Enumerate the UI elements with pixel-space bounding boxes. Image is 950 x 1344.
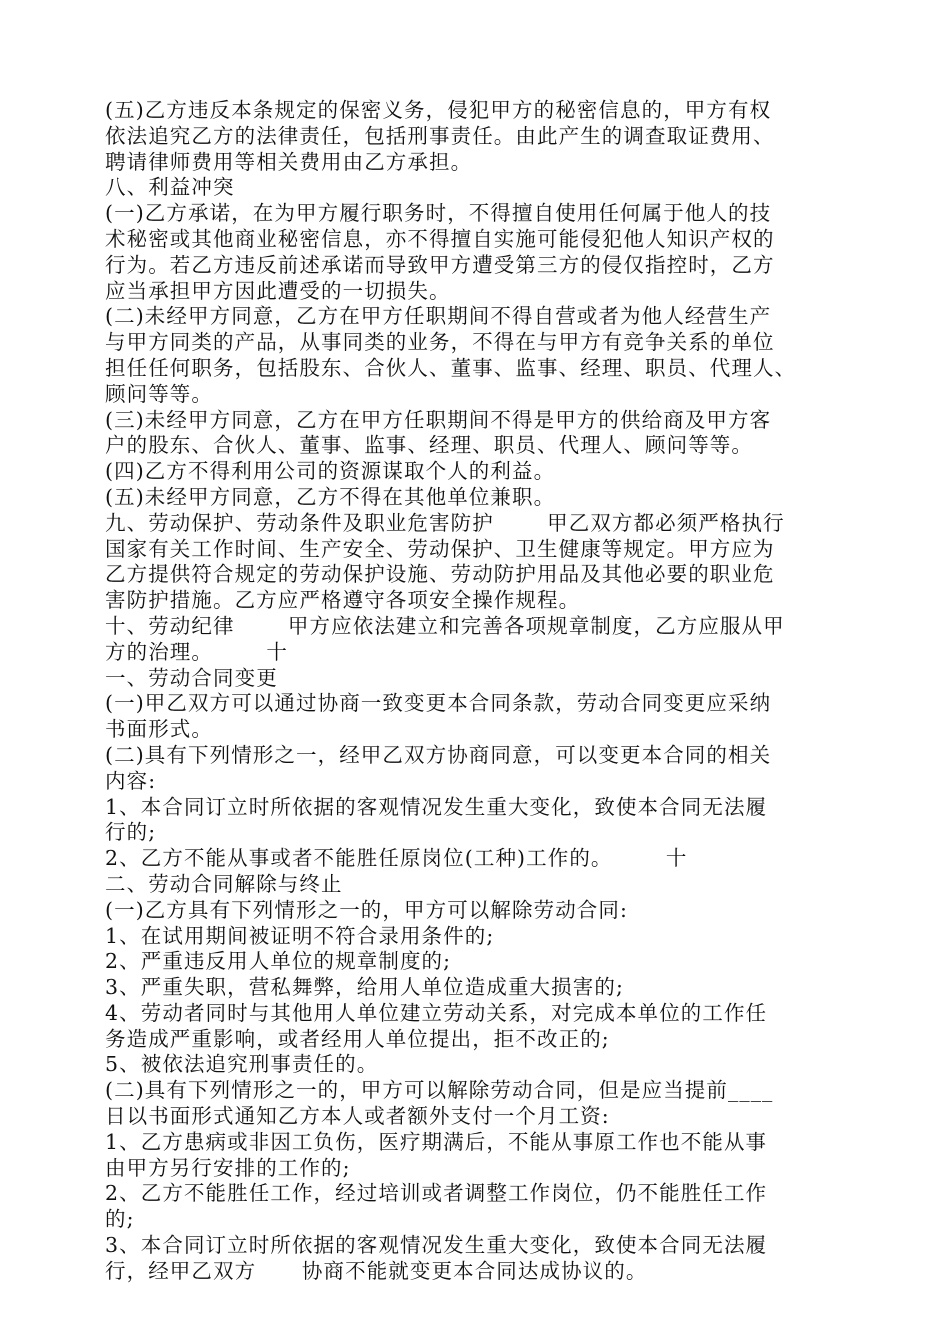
text-line: (三)未经甲方同意，乙方在甲方任职期间不得是甲方的供给商及甲方客 <box>105 407 772 432</box>
text-line: 务造成严重影响，或者经用人单位提出，拒不改正的; <box>105 1026 610 1051</box>
text-line: 2、严重违反用人单位的规章制度的; <box>105 949 452 974</box>
text-line: 的; <box>105 1207 135 1232</box>
text-line: (四)乙方不得利用公司的资源谋取个人的利益。 <box>105 459 556 484</box>
text-line: 1、乙方患病或非因工负伤，医疗期满后，不能从事原工作也不能从事 <box>105 1129 768 1154</box>
text-line: 应当承担甲方因此遭受的一切损失。 <box>105 278 451 303</box>
text-line: 3、严重失职，营私舞弊，给用人单位造成重大损害的; <box>105 975 624 1000</box>
text-line: 书面形式。 <box>105 717 213 742</box>
text-line: 户的股东、合伙人、董事、监事、经理、职员、代理人、顾问等等。 <box>105 433 753 458</box>
text-line: 顾问等等。 <box>105 381 213 406</box>
section-heading: 一、劳动合同变更 <box>105 665 278 690</box>
text-line: 依法追究乙方的法律责任，包括刑事责任。由此产生的调查取证费用、 <box>105 123 775 148</box>
section-heading: 八、利益冲突 <box>105 175 235 200</box>
text-line: 国家有关工作时间、生产安全、劳动保护、卫生健康等规定。甲方应为 <box>105 536 775 561</box>
text-line: 1、在试用期间被证明不符合录用条件的; <box>105 923 495 948</box>
text-line: 行为。若乙方违反前述承诺而导致甲方遭受第三方的侵仅指控时，乙方 <box>105 252 775 277</box>
text-line: 行，经甲乙双方 协商不能就变更本合同达成协议的。 <box>105 1258 648 1283</box>
section-heading: 二、劳动合同解除与终止 <box>105 871 343 896</box>
text-line: 日以书面形式通知乙方本人或者额外支付一个月工资: <box>105 1104 610 1129</box>
text-line: 害防护措施。乙方应严格遵守各项安全操作规程。 <box>105 588 581 613</box>
section-heading: 九、劳动保护、劳动条件及职业危害防护 甲乙双方都必须严格执行 <box>105 510 785 535</box>
text-line: 方的治理。 十 <box>105 639 288 664</box>
text-line: (一)乙方承诺，在为甲方履行职务时，不得擅自使用任何属于他人的技 <box>105 201 772 226</box>
text-line: 5、被依法追究刑事责任的。 <box>105 1052 379 1077</box>
text-line: 1、本合同订立时所依据的客观情况发生重大变化，致使本合同无法履 <box>105 794 768 819</box>
document-body <box>105 98 865 1285</box>
text-line: (五)乙方违反本条规定的保密义务，侵犯甲方的秘密信息的，甲方有权 <box>105 98 772 122</box>
section-heading: 十、劳动纪律 甲方应依法建立和完善各项规章制度，乙方应服从甲 <box>105 613 785 638</box>
text-line: (二)具有下列情形之一的，甲方可以解除劳动合同，但是应当提前____ <box>105 1078 774 1103</box>
text-line: 2、乙方不能从事或者不能胜任原岗位(工种)工作的。 十 <box>105 846 688 871</box>
text-line: 3、本合同订立时所依据的客观情况发生重大变化，致使本合同无法履 <box>105 1233 768 1258</box>
text-line: 乙方提供符合规定的劳动保护设施、劳动防护用品及其他必要的职业危 <box>105 562 775 587</box>
text-line: (二)未经甲方同意，乙方在甲方任职期间不得自营或者为他人经营生产 <box>105 304 772 329</box>
text-line: 由甲方另行安排的工作的; <box>105 1155 351 1180</box>
text-line: (二)具有下列情形之一，经甲乙双方协商同意，可以变更本合同的相关 <box>105 742 772 767</box>
text-line: 2、乙方不能胜任工作，经过培训或者调整工作岗位，仍不能胜任工作 <box>105 1181 768 1206</box>
text-line: 内容: <box>105 768 157 793</box>
text-line: 4、劳动者同时与其他用人单位建立劳动关系，对完成本单位的工作任 <box>105 1000 768 1025</box>
text-line: 担任任何职务，包括股东、合伙人、董事、监事、经理、职员、代理人、 <box>105 355 797 380</box>
text-line: 聘请律师费用等相关费用由乙方承担。 <box>105 149 473 174</box>
text-line: (五)未经甲方同意，乙方不得在其他单位兼职。 <box>105 484 556 509</box>
text-line: 术秘密或其他商业秘密信息，亦不得擅自实施可能侵犯他人知识产权的 <box>105 226 775 251</box>
text-line: (一)乙方具有下列情形之一的，甲方可以解除劳动合同: <box>105 897 629 922</box>
text-line: 行的; <box>105 820 157 845</box>
text-line: 与甲方同类的产品，从事同类的业务，不得在与甲方有竞争关系的单位 <box>105 330 775 355</box>
text-line: (一)甲乙双方可以通过协商一致变更本合同条款，劳动合同变更应采纳 <box>105 691 772 716</box>
